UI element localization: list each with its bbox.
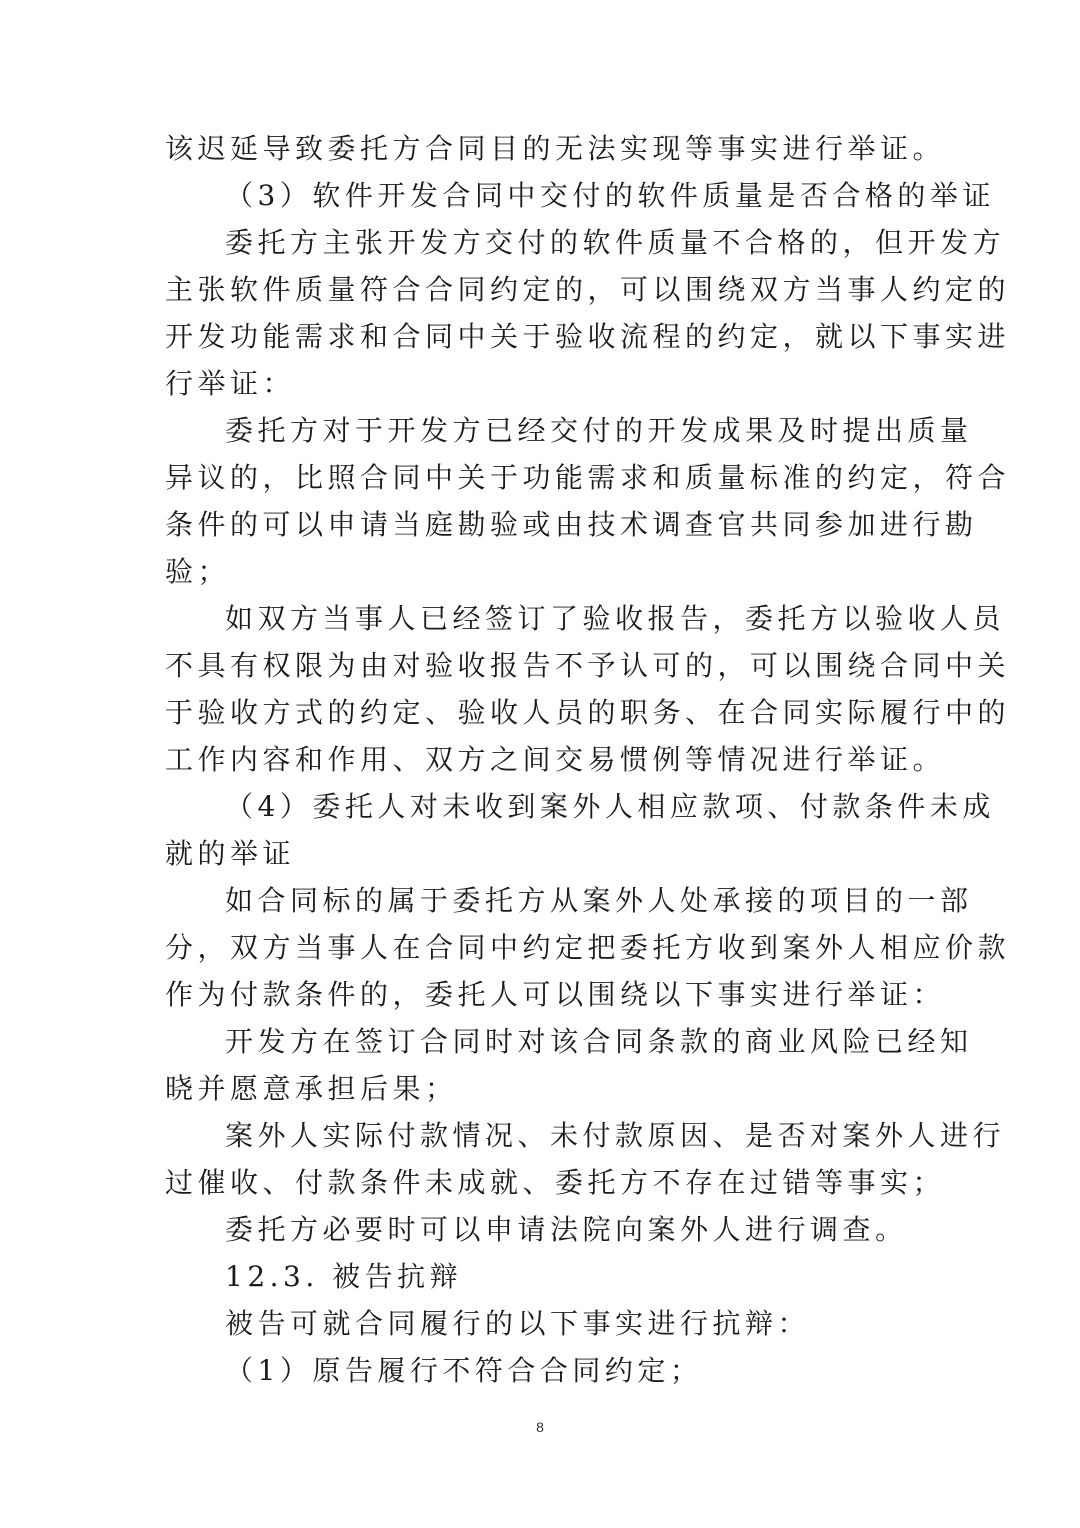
body-text-line: 晓并愿意承担后果； [165, 1072, 458, 1105]
body-text-line: 如合同标的属于委托方从案外人处承接的项目的一部 [225, 884, 973, 917]
body-text-line: 被告可就合同履行的以下事实进行抗辩： [225, 1307, 811, 1340]
body-text-line: 过催收、付款条件未成就、委托方不存在过错等事实； [165, 1166, 946, 1199]
body-text-line: 开发方在签订合同时对该合同条款的商业风险已经知 [225, 1025, 973, 1058]
body-text-line: 作为付款条件的，委托人可以围绕以下事实进行举证： [165, 978, 946, 1011]
body-text-line: 行举证： [165, 367, 296, 400]
body-text-line: 工作内容和作用、双方之间交易惯例等情况进行举证。 [165, 743, 946, 776]
subsection-heading-4: （4）委托人对未收到案外人相应款项、付款条件未成 [225, 790, 995, 823]
body-text-line: 条件的可以申请当庭勘验或由技术调查官共同参加进行勘 [165, 508, 978, 541]
section-heading-12-3: 12.3. 被告抗辩 [225, 1260, 463, 1293]
body-text-line: 不具有权限为由对验收报告不予认可的，可以围绕合同中关 [165, 649, 1011, 682]
body-text-line: 于验收方式的约定、验收人员的职务、在合同实际履行中的 [165, 696, 1011, 729]
body-text-line: 案外人实际付款情况、未付款原因、是否对案外人进行 [225, 1119, 1006, 1152]
body-text-line: 主张软件质量符合合同约定的，可以围绕双方当事人约定的 [165, 273, 1011, 306]
body-text-line: 异议的，比照合同中关于功能需求和质量标准的约定，符合 [165, 461, 1011, 494]
body-text-line: 如双方当事人已经签订了验收报告，委托方以验收人员 [225, 602, 1006, 635]
body-text-line: 分，双方当事人在合同中约定把委托方收到案外人相应价款 [165, 931, 1011, 964]
body-text-line: 该迟延导致委托方合同目的无法实现等事实进行举证。 [165, 132, 946, 165]
body-text-line: 开发功能需求和合同中关于验收流程的约定，就以下事实进 [165, 320, 1011, 353]
body-text-line: 委托方主张开发方交付的软件质量不合格的，但开发方 [225, 226, 1006, 259]
page-number: 8 [536, 1419, 544, 1435]
body-text-line: 委托方必要时可以申请法院向案外人进行调查。 [225, 1213, 908, 1246]
body-text-line: 验； [165, 555, 231, 588]
list-item-1: （1）原告履行不符合合同约定； [225, 1354, 703, 1387]
subsection-heading-4-cont: 就的举证 [165, 837, 296, 870]
body-text-line: 委托方对于开发方已经交付的开发成果及时提出质量 [225, 414, 973, 447]
subsection-heading-3: （3）软件开发合同中交付的软件质量是否合格的举证 [225, 179, 995, 212]
